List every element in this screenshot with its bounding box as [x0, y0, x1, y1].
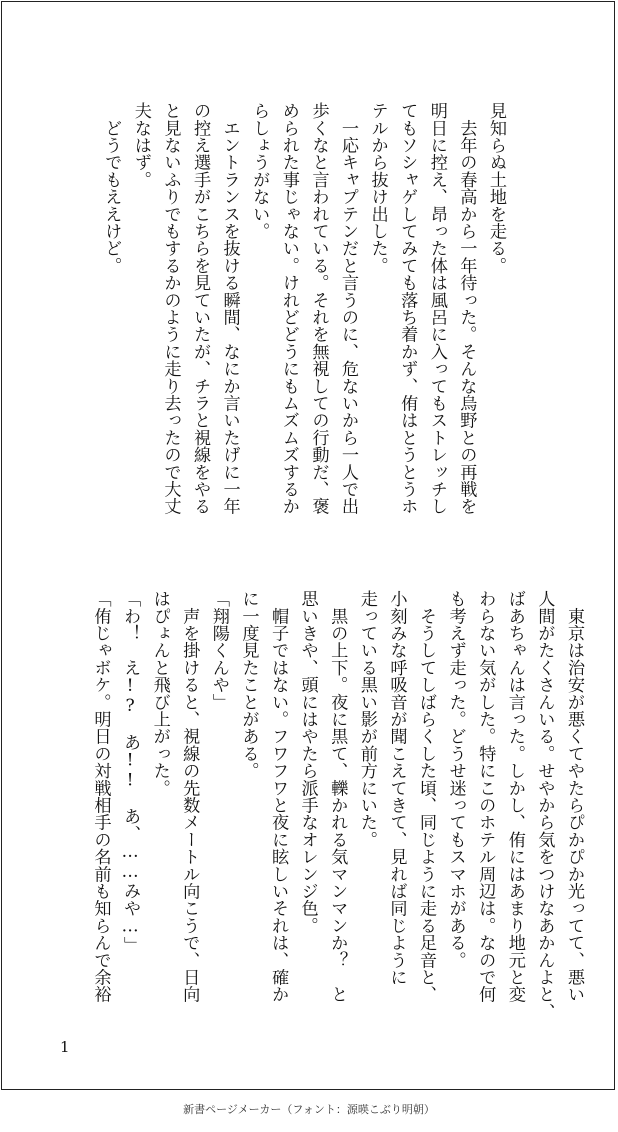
- footer-credit: 新書ページメーカー（フォント：源暎こぶり明朝）: [183, 1103, 435, 1116]
- page-number: 1: [60, 1038, 70, 1056]
- lower-text-block: 東京は治安が悪くてやたらぴかぴか光ってて、悪い 人間がたくさんいる。せやから気をつけなあかんよと、 ばあちゃんは言った。しかし、侑にはあまり地元と変 わらない気がした。特にこのホテル周辺は。なので何 も考えず走った。どうせ迷ってもスマホがある。 そうしてしばらくした頃、同じように走る足音と、 小刻みな呼吸音が聞こえてきて、見れば同じように 走っている黒い影が前方にいた。 黒の上下。夜に黒て、轢かれる気マンマンか？ と 思いきや、頭にはやたら派手なオレンジ色。 帽子ではない。フワフワと夜に眩しいそれは、確か に一度見たことがある。 「翔陽くんや」 声を掛けると、視線の先数メートル向こうで、日向 はぴょんと飛び上がった。 「わ！ え!? あ!! あ、……みや…」 「侑じゃボケ。明日の対戦相手の名前も知らんで余裕: [90, 590, 584, 1020]
- upper-text-block: 見知らぬ土地を走る。 去年の春高から一年待った。そんな烏野との再戦を 明日に控え、昂った体は風呂に入ってもストレッチし てもソシャゲしてみても落ち着かず、侑はとうとうホ テルから抜け出した。 一応キャプテンだと言うのに、危ないから一人で出 歩くなと言われている。それを無視しての行動だ、褒 められた事じゃない。けれどどうにもムズムズするか らしょうがない。 エントランスを抜ける瞬間、なにか言いたげに一年 の控え選手がこちらを見ていたが、チラと視線をやる と見ないふりでもするかのように走り去ったので大丈 夫なはず。 どうでもええけど。: [101, 102, 506, 515]
- manuscript-page: [1, 1, 615, 1090]
